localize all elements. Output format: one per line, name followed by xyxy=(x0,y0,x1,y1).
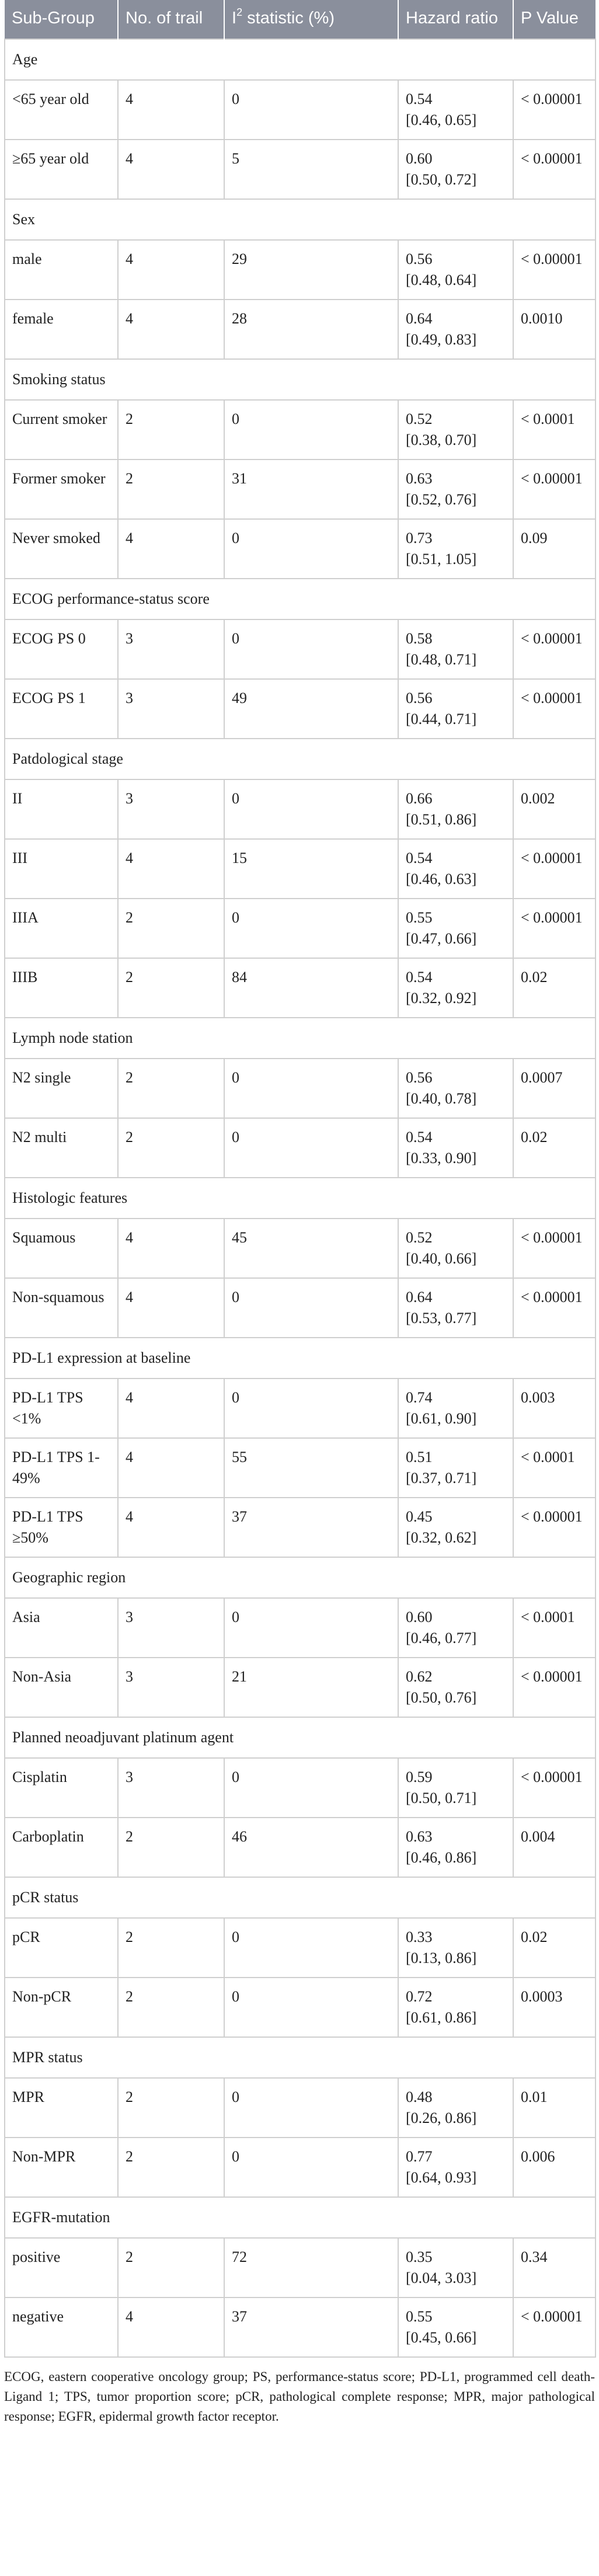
hazard-ratio-value: 0.52 xyxy=(406,410,433,427)
trial-count-cell: 2 xyxy=(118,1118,224,1178)
hazard-ratio-value: 0.73 xyxy=(406,530,433,546)
hazard-ratio-value: 0.60 xyxy=(406,150,433,167)
table-row xyxy=(5,1598,595,1658)
p-value-cell: < 0.0001 xyxy=(513,400,595,459)
i2-cell: 0 xyxy=(224,779,398,839)
hazard-ratio-cell xyxy=(398,679,513,739)
subgroup-cell: MPR xyxy=(5,2078,118,2138)
subgroup-cell: N2 single xyxy=(5,1059,118,1118)
group-title: Smoking status xyxy=(5,359,595,400)
i2-cell: 49 xyxy=(224,679,398,739)
hazard-ratio-cell xyxy=(398,2078,513,2138)
subgroup-cell: Cisplatin xyxy=(5,1758,118,1818)
confidence-interval: [0.50, 0.71] xyxy=(406,1790,477,1806)
hazard-ratio-value: 0.63 xyxy=(406,470,433,487)
confidence-interval: [0.51, 1.05] xyxy=(406,551,477,568)
hazard-ratio-cell xyxy=(398,2238,513,2297)
i2-cell: 0 xyxy=(224,899,398,958)
i2-cell: 0 xyxy=(224,2138,398,2197)
confidence-interval: [0.32, 0.62] xyxy=(406,1529,477,1546)
p-value-cell: < 0.00001 xyxy=(513,1658,595,1717)
subgroup-cell: PD-L1 TPS 1-49% xyxy=(5,1438,118,1498)
p-value-cell: 0.006 xyxy=(513,2138,595,2197)
trial-count-cell: 3 xyxy=(118,1758,224,1818)
table-row xyxy=(5,1219,595,1278)
hazard-ratio-cell xyxy=(398,400,513,459)
group-header-row xyxy=(5,1018,595,1059)
i2-cell: 55 xyxy=(224,1438,398,1498)
p-value-cell: 0.004 xyxy=(513,1818,595,1877)
i2-cell: 0 xyxy=(224,1598,398,1658)
p-value-cell: 0.02 xyxy=(513,958,595,1018)
i2-cell: 45 xyxy=(224,1219,398,1278)
trial-count-cell: 4 xyxy=(118,1438,224,1498)
p-value-cell: < 0.00001 xyxy=(513,240,595,300)
subgroup-cell: female xyxy=(5,300,118,359)
confidence-interval: [0.37, 0.71] xyxy=(406,1470,477,1487)
p-value-cell: < 0.00001 xyxy=(513,80,595,140)
p-value-cell: 0.003 xyxy=(513,1378,595,1438)
confidence-interval: [0.40, 0.66] xyxy=(406,1250,477,1267)
subgroup-cell: IIIA xyxy=(5,899,118,958)
hazard-ratio-cell xyxy=(398,1378,513,1438)
table-row xyxy=(5,1658,595,1717)
p-value-cell: < 0.0001 xyxy=(513,1438,595,1498)
hazard-ratio-cell xyxy=(398,1278,513,1338)
subgroup-table xyxy=(4,0,596,2358)
trial-count-cell: 2 xyxy=(118,400,224,459)
p-value-cell: < 0.00001 xyxy=(513,899,595,958)
header-row xyxy=(5,0,595,39)
i2-cell: 46 xyxy=(224,1818,398,1877)
p-value-cell: 0.34 xyxy=(513,2238,595,2297)
table-row xyxy=(5,1818,595,1877)
group-header-row xyxy=(5,39,595,80)
subgroup-cell: Former smoker xyxy=(5,459,118,519)
p-value-cell: < 0.00001 xyxy=(513,619,595,679)
hazard-ratio-value: 0.45 xyxy=(406,1508,433,1525)
table-row xyxy=(5,2238,595,2297)
subgroup-cell: ECOG PS 0 xyxy=(5,619,118,679)
table-row xyxy=(5,1438,595,1498)
hazard-ratio-value: 0.54 xyxy=(406,850,433,866)
i2-cell: 0 xyxy=(224,619,398,679)
confidence-interval: [0.04, 3.03] xyxy=(406,2269,477,2286)
p-value-cell: 0.01 xyxy=(513,2078,595,2138)
i2-cell: 0 xyxy=(224,1978,398,2037)
confidence-interval: [0.47, 0.66] xyxy=(406,930,477,947)
group-title: Patdological stage xyxy=(5,739,595,779)
table-row xyxy=(5,1918,595,1978)
trial-count-cell: 2 xyxy=(118,1978,224,2037)
group-header-row xyxy=(5,1338,595,1378)
hazard-ratio-value: 0.58 xyxy=(406,630,433,647)
subgroup-cell: Asia xyxy=(5,1598,118,1658)
table-row xyxy=(5,619,595,679)
confidence-interval: [0.48, 0.71] xyxy=(406,651,477,668)
hazard-ratio-value: 0.51 xyxy=(406,1449,433,1465)
i2-cell: 5 xyxy=(224,140,398,199)
subgroup-cell: positive xyxy=(5,2238,118,2297)
confidence-interval: [0.45, 0.66] xyxy=(406,2329,477,2346)
hazard-ratio-value: 0.52 xyxy=(406,1229,433,1246)
confidence-interval: [0.64, 0.93] xyxy=(406,2169,477,2186)
table-row xyxy=(5,839,595,899)
subgroup-cell: II xyxy=(5,779,118,839)
trial-count-cell: 4 xyxy=(118,1219,224,1278)
trial-count-cell: 4 xyxy=(118,1278,224,1338)
subgroup-cell: Non-pCR xyxy=(5,1978,118,2037)
confidence-interval: [0.38, 0.70] xyxy=(406,431,477,448)
confidence-interval: [0.61, 0.90] xyxy=(406,1410,477,1427)
p-value-cell: < 0.00001 xyxy=(513,140,595,199)
group-title: Planned neoadjuvant platinum agent xyxy=(5,1717,595,1758)
table-row xyxy=(5,679,595,739)
p-value-cell: 0.002 xyxy=(513,779,595,839)
trial-count-cell: 4 xyxy=(118,1378,224,1438)
hazard-ratio-cell xyxy=(398,1438,513,1498)
table-row xyxy=(5,80,595,140)
trial-count-cell: 3 xyxy=(118,1658,224,1717)
i2-cell: 0 xyxy=(224,519,398,579)
i2-cell: 0 xyxy=(224,80,398,140)
trial-count-cell: 3 xyxy=(118,619,224,679)
trial-count-cell: 2 xyxy=(118,958,224,1018)
header-hazard-ratio: Hazard ratio xyxy=(398,0,513,39)
hazard-ratio-value: 0.66 xyxy=(406,790,433,807)
i2-cell: 37 xyxy=(224,1498,398,1557)
subgroup-cell: ≥65 year old xyxy=(5,140,118,199)
hazard-ratio-cell xyxy=(398,240,513,300)
table-row xyxy=(5,140,595,199)
i2-cell: 28 xyxy=(224,300,398,359)
subgroup-cell: Non-Asia xyxy=(5,1658,118,1717)
i2-cell: 0 xyxy=(224,1278,398,1338)
group-title: EGFR-mutation xyxy=(5,2197,595,2238)
trial-count-cell: 2 xyxy=(118,899,224,958)
hazard-ratio-value: 0.54 xyxy=(406,90,433,107)
hazard-ratio-cell xyxy=(398,80,513,140)
table-row xyxy=(5,958,595,1018)
group-header-row xyxy=(5,1557,595,1598)
group-title: pCR status xyxy=(5,1877,595,1918)
hazard-ratio-cell xyxy=(398,779,513,839)
i2-cell: 84 xyxy=(224,958,398,1018)
trial-count-cell: 2 xyxy=(118,2078,224,2138)
confidence-interval: [0.44, 0.71] xyxy=(406,711,477,727)
hazard-ratio-value: 0.35 xyxy=(406,2248,433,2265)
header-i2: $I^2$ statistic (%) xyxy=(224,0,398,39)
subgroup-cell: Carboplatin xyxy=(5,1818,118,1877)
confidence-interval: [0.46, 0.77] xyxy=(406,1630,477,1646)
group-title: MPR status xyxy=(5,2037,595,2078)
table-row xyxy=(5,300,595,359)
hazard-ratio-value: 0.64 xyxy=(406,310,433,327)
p-value-cell: < 0.0001 xyxy=(513,1598,595,1658)
table-row xyxy=(5,1278,595,1338)
trial-count-cell: 2 xyxy=(118,2238,224,2297)
hazard-ratio-value: 0.56 xyxy=(406,1069,433,1086)
i2-cell: 0 xyxy=(224,400,398,459)
header-trials: No. of trail xyxy=(118,0,224,39)
table-row xyxy=(5,519,595,579)
trial-count-cell: 3 xyxy=(118,779,224,839)
i2-cell: 0 xyxy=(224,1758,398,1818)
confidence-interval: [0.33, 0.90] xyxy=(406,1150,477,1167)
table-footnote: ECOG, eastern cooperative oncology group; PS, performance-status score; PD-L1, programmed cell death-Ligand 1; TPS, tumor proportion score; pCR, pathological complete response; MPR, major pathological response; EGFR, epidermal growth factor receptor. xyxy=(4,2369,595,2424)
subgroup-cell: IIIB xyxy=(5,958,118,1018)
table-row xyxy=(5,240,595,300)
group-header-row xyxy=(5,199,595,240)
i2-cell: 0 xyxy=(224,1918,398,1978)
table-row xyxy=(5,1059,595,1118)
p-value-cell: < 0.00001 xyxy=(513,1219,595,1278)
hazard-ratio-cell xyxy=(398,1758,513,1818)
i2-cell: 0 xyxy=(224,2078,398,2138)
table-row xyxy=(5,1118,595,1178)
i2-cell: 21 xyxy=(224,1658,398,1717)
table-row xyxy=(5,1378,595,1438)
group-header-row xyxy=(5,739,595,779)
group-header-row xyxy=(5,2037,595,2078)
group-title: Sex xyxy=(5,199,595,240)
hazard-ratio-value: 0.54 xyxy=(406,1129,433,1146)
hazard-ratio-value: 0.54 xyxy=(406,969,433,986)
p-value-cell: < 0.00001 xyxy=(513,839,595,899)
hazard-ratio-value: 0.63 xyxy=(406,1828,433,1845)
subgroup-cell: N2 multi xyxy=(5,1118,118,1178)
trial-count-cell: 4 xyxy=(118,140,224,199)
i2-cell: 0 xyxy=(224,1118,398,1178)
confidence-interval: [0.32, 0.92] xyxy=(406,990,477,1007)
hazard-ratio-value: 0.55 xyxy=(406,2308,433,2325)
group-header-row xyxy=(5,579,595,619)
i2-cell: 0 xyxy=(224,1378,398,1438)
subgroup-cell: Current smoker xyxy=(5,400,118,459)
group-header-row xyxy=(5,359,595,400)
trial-count-cell: 2 xyxy=(118,1059,224,1118)
group-title: ECOG performance-status score xyxy=(5,579,595,619)
group-title: Histologic features xyxy=(5,1178,595,1219)
subgroup-cell: PD-L1 TPS <1% xyxy=(5,1378,118,1438)
p-value-cell: < 0.00001 xyxy=(513,679,595,739)
trial-count-cell: 4 xyxy=(118,240,224,300)
table-row xyxy=(5,400,595,459)
table-row xyxy=(5,779,595,839)
subgroup-cell: ECOG PS 1 xyxy=(5,679,118,739)
confidence-interval: [0.13, 0.86] xyxy=(406,1950,477,1966)
trial-count-cell: 3 xyxy=(118,1598,224,1658)
hazard-ratio-value: 0.72 xyxy=(406,1988,433,2005)
confidence-interval: [0.46, 0.65] xyxy=(406,112,477,128)
p-value-cell: < 0.00001 xyxy=(513,1498,595,1557)
trial-count-cell: 2 xyxy=(118,1918,224,1978)
p-value-cell: 0.0003 xyxy=(513,1978,595,2037)
hazard-ratio-value: 0.56 xyxy=(406,690,433,706)
confidence-interval: [0.52, 0.76] xyxy=(406,491,477,508)
i2-cell: 37 xyxy=(224,2297,398,2357)
trial-count-cell: 2 xyxy=(118,459,224,519)
hazard-ratio-cell xyxy=(398,2138,513,2197)
table-row xyxy=(5,2297,595,2357)
p-value-cell: 0.0010 xyxy=(513,300,595,359)
table-row xyxy=(5,1498,595,1557)
hazard-ratio-cell xyxy=(398,2297,513,2357)
table-row xyxy=(5,899,595,958)
subgroup-cell: Non-squamous xyxy=(5,1278,118,1338)
p-value-cell: 0.02 xyxy=(513,1918,595,1978)
confidence-interval: [0.26, 0.86] xyxy=(406,2109,477,2126)
table-row xyxy=(5,459,595,519)
hazard-ratio-cell xyxy=(398,1978,513,2037)
hazard-ratio-cell xyxy=(398,1118,513,1178)
subgroup-cell: Non-MPR xyxy=(5,2138,118,2197)
hazard-ratio-value: 0.77 xyxy=(406,2148,433,2165)
table-row xyxy=(5,1978,595,2037)
hazard-ratio-value: 0.64 xyxy=(406,1289,433,1306)
confidence-interval: [0.53, 0.77] xyxy=(406,1310,477,1327)
p-value-cell: < 0.00001 xyxy=(513,1278,595,1338)
i2-cell: 0 xyxy=(224,1059,398,1118)
subgroup-cell: PD-L1 TPS ≥50% xyxy=(5,1498,118,1557)
confidence-interval: [0.51, 0.86] xyxy=(406,811,477,828)
confidence-interval: [0.40, 0.78] xyxy=(406,1090,477,1107)
p-value-cell: < 0.00001 xyxy=(513,459,595,519)
trial-count-cell: 2 xyxy=(118,1818,224,1877)
i2-cell: 15 xyxy=(224,839,398,899)
hazard-ratio-cell xyxy=(398,619,513,679)
hazard-ratio-value: 0.48 xyxy=(406,2088,433,2105)
hazard-ratio-cell xyxy=(398,1658,513,1717)
table-row xyxy=(5,2078,595,2138)
hazard-ratio-cell xyxy=(398,1598,513,1658)
subgroup-cell: Squamous xyxy=(5,1219,118,1278)
table-row xyxy=(5,1758,595,1818)
group-header-row xyxy=(5,1877,595,1918)
confidence-interval: [0.50, 0.76] xyxy=(406,1689,477,1706)
group-title: Lymph node station xyxy=(5,1018,595,1059)
p-value-cell: 0.02 xyxy=(513,1118,595,1178)
p-value-cell: 0.0007 xyxy=(513,1059,595,1118)
subgroup-cell: pCR xyxy=(5,1918,118,1978)
subgroup-cell: negative xyxy=(5,2297,118,2357)
header-p-value: P Value xyxy=(513,0,595,39)
confidence-interval: [0.61, 0.86] xyxy=(406,2009,477,2026)
hazard-ratio-cell xyxy=(398,1059,513,1118)
hazard-ratio-cell xyxy=(398,1918,513,1978)
hazard-ratio-cell xyxy=(398,958,513,1018)
subgroup-cell: <65 year old xyxy=(5,80,118,140)
trial-count-cell: 4 xyxy=(118,519,224,579)
i2-cell: 29 xyxy=(224,240,398,300)
hazard-ratio-value: 0.55 xyxy=(406,909,433,926)
hazard-ratio-cell xyxy=(398,519,513,579)
confidence-interval: [0.46, 0.86] xyxy=(406,1849,477,1866)
hazard-ratio-cell xyxy=(398,140,513,199)
confidence-interval: [0.48, 0.64] xyxy=(406,271,477,288)
hazard-ratio-cell xyxy=(398,300,513,359)
confidence-interval: [0.49, 0.83] xyxy=(406,331,477,348)
subgroup-cell: male xyxy=(5,240,118,300)
confidence-interval: [0.46, 0.63] xyxy=(406,871,477,887)
group-title: Geographic region xyxy=(5,1557,595,1598)
i2-cell: 31 xyxy=(224,459,398,519)
subgroup-cell: III xyxy=(5,839,118,899)
hazard-ratio-cell xyxy=(398,899,513,958)
trial-count-cell: 4 xyxy=(118,1498,224,1557)
hazard-ratio-cell xyxy=(398,1219,513,1278)
i2-cell: 72 xyxy=(224,2238,398,2297)
trial-count-cell: 4 xyxy=(118,2297,224,2357)
trial-count-cell: 4 xyxy=(118,80,224,140)
group-title: PD-L1 expression at baseline xyxy=(5,1338,595,1378)
trial-count-cell: 4 xyxy=(118,300,224,359)
group-title: Age xyxy=(5,39,595,80)
confidence-interval: [0.50, 0.72] xyxy=(406,171,477,188)
trial-count-cell: 4 xyxy=(118,839,224,899)
p-value-cell: < 0.00001 xyxy=(513,1758,595,1818)
p-value-cell: 0.09 xyxy=(513,519,595,579)
group-header-row xyxy=(5,2197,595,2238)
hazard-ratio-cell xyxy=(398,1498,513,1557)
hazard-ratio-value: 0.60 xyxy=(406,1609,433,1625)
trial-count-cell: 2 xyxy=(118,2138,224,2197)
header-subgroup: Sub-Group xyxy=(5,0,118,39)
table-row xyxy=(5,2138,595,2197)
p-value-cell: < 0.00001 xyxy=(513,2297,595,2357)
trial-count-cell: 3 xyxy=(118,679,224,739)
group-header-row xyxy=(5,1178,595,1219)
hazard-ratio-cell xyxy=(398,459,513,519)
hazard-ratio-value: 0.74 xyxy=(406,1389,433,1406)
subgroup-cell: Never smoked xyxy=(5,519,118,579)
group-header-row xyxy=(5,1717,595,1758)
hazard-ratio-cell xyxy=(398,839,513,899)
hazard-ratio-value: 0.59 xyxy=(406,1769,433,1785)
hazard-ratio-value: 0.33 xyxy=(406,1928,433,1945)
hazard-ratio-value: 0.56 xyxy=(406,250,433,267)
hazard-ratio-cell xyxy=(398,1818,513,1877)
hazard-ratio-value: 0.62 xyxy=(406,1668,433,1685)
